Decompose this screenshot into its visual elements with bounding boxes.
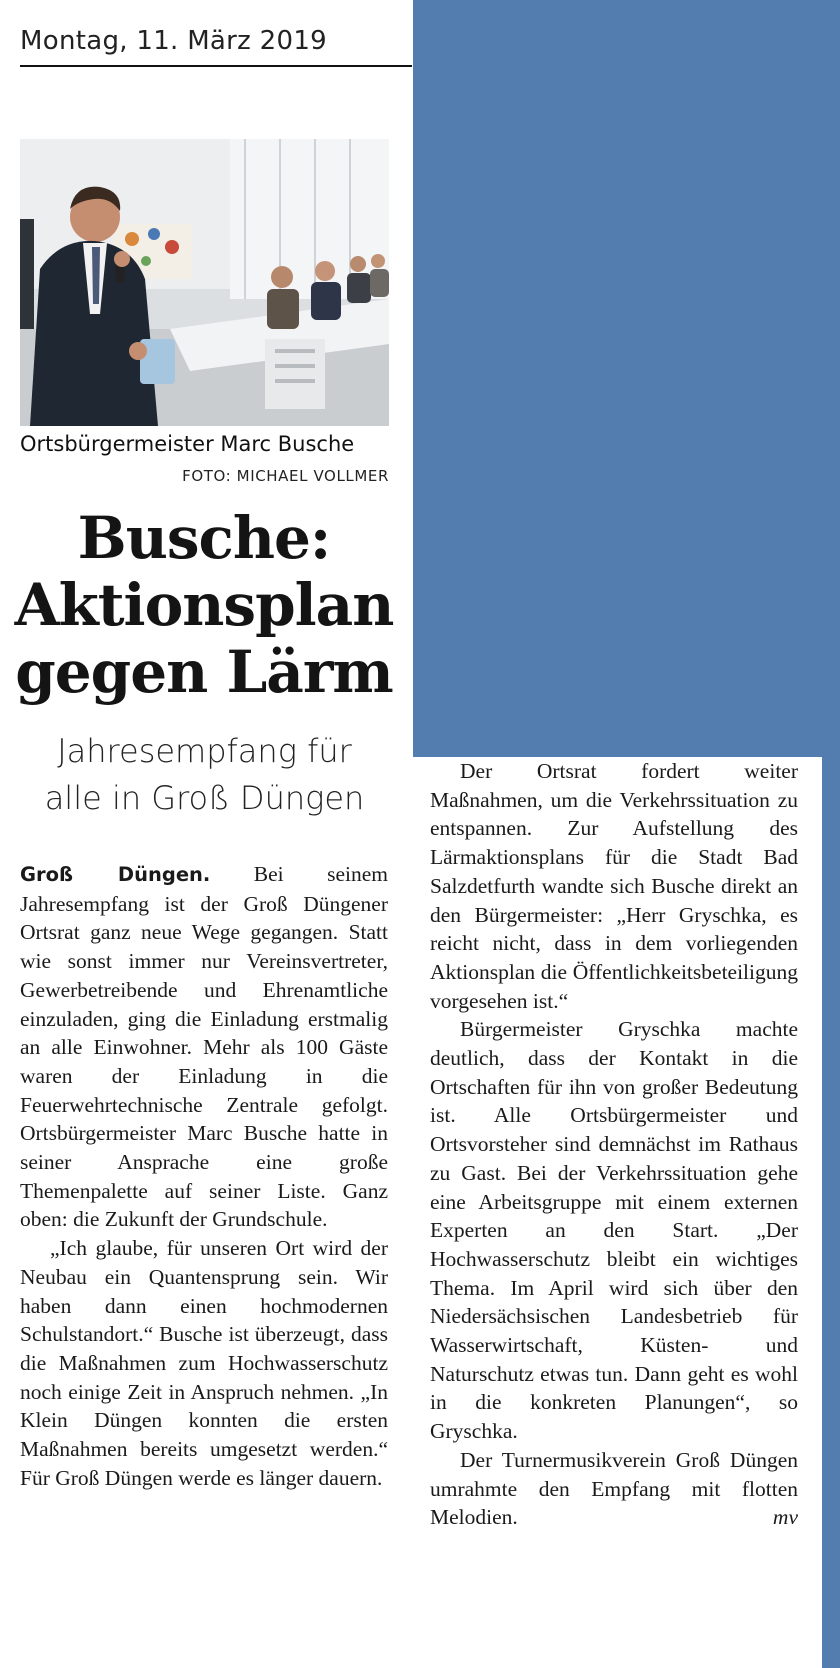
headline-line-2: Aktionsplan [14, 571, 394, 639]
paragraph-text: Der Turnermusikverein Groß Düngen umrahmte den Empfang mit flotten Melodien. [430, 1447, 798, 1530]
paragraph [20, 860, 388, 1234]
article-column-right [430, 757, 798, 1532]
paragraph: Der Ortsrat fordert weiter Maßnahmen, um die Verkehrssituation zu entspannen. Zur Aufstellung des Lärmaktionsplans für die Stadt Bad Salzdetfurth wandte sich Busche direkt an den Bürgermeister: „Herr Gryschka, es reicht nicht, dass in dem vorliegenden Aktionsplan die Öffentlichkeitsbeteiligung vorgesehen ist.“ [430, 759, 798, 1013]
paragraph: „Ich glaube, für unseren Ort wird der Neubau ein Quantensprung sein. Wir haben dann einen hochmodernen Schulstandort.“ Busche ist überzeugt, dass die Maßnahmen zum Hochwasserschutz noch einige Zeit in Anspruch nehmen. „In Klein Düngen konnten die ersten Maßnahmen bereits umgesetzt werden.“ Für Groß Düngen werde es länger dauern. [20, 1236, 388, 1490]
article-subheadline [20, 728, 389, 822]
paragraph-text: Bei seinem Jahresempfang ist der Groß Düngener Ortsrat ganz neue Wege gegangen. Statt wie sonst immer nur Vereinsvertreter, Gewerbetreibende und Ehrenamtliche einzuladen, ging die Einladung erstmalig an alle Einwohner. Mehr als 100 Gäste waren der Einladung in die Feuerwehrtechnische Zentrale gefolgt. Ortsbürgermeister Marc Busche hatte in seiner Ansprache eine große Themenpalette auf seiner Liste. Ganz oben: die Zukunft der Grundschule. [20, 862, 389, 1232]
blue-ad-block [413, 0, 840, 757]
header-rule [20, 65, 412, 67]
paragraph: Bürgermeister Gryschka machte deutlich, dass der Kontakt in die Ortschaften für ihn von großer Bedeutung ist. Alle Ortsbürgermeister und Ortsvorsteher sind demnächst im Rathaus zu Gast. Bei der Verkehrssituation gehe eine Arbeitsgruppe mit einem externen Experten an den Start. „Der Hochwasserschutz bleibt ein wichtiges Thema. Im April wird sich über den Niedersächsischen Landesbetrieb für Wasserwirtschaft, Küsten- und Naturschutz etwas tun. Dann geht es wohl in die konkreten Planungen“, so Gryschka. [430, 1017, 798, 1444]
photo-illustration [20, 139, 389, 426]
headline-line-3: gegen Lärm [15, 638, 393, 706]
blue-edge-strip [822, 757, 840, 1668]
article-photo [20, 139, 389, 426]
issue-date: Montag, 11. März 2019 [20, 26, 328, 56]
photo-caption: Ortsbürgermeister Marc Busche [20, 432, 355, 456]
dateline: Groß Düngen. [20, 863, 211, 886]
photo-credit: FOTO: MICHAEL VOLLMER [182, 467, 389, 485]
article-headline [14, 505, 394, 706]
headline-line-1: Busche: [77, 504, 331, 572]
author-signature: mv [772, 1505, 798, 1530]
paragraph [430, 1446, 798, 1532]
article-column-left [20, 860, 388, 1492]
subheadline-line-2: alle in Groß Düngen [44, 779, 365, 817]
subheadline-line-1: Jahresempfang für [57, 732, 352, 770]
